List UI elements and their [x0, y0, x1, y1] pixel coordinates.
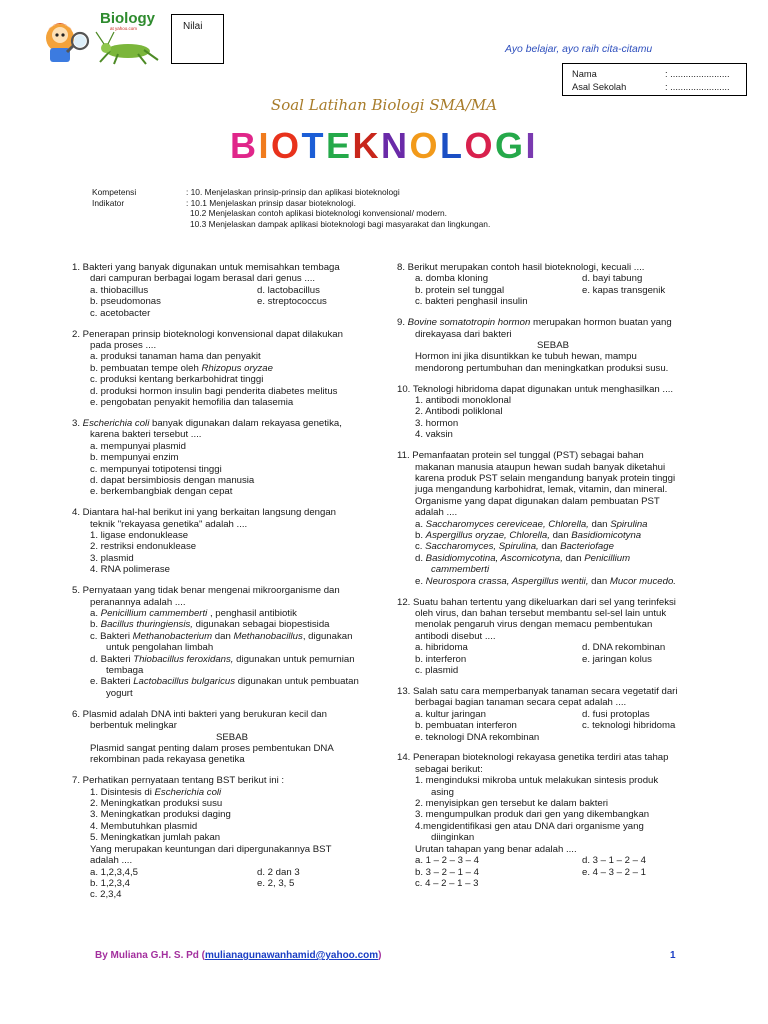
school-field[interactable]: : ....................... — [665, 81, 730, 92]
logo-subtext: at yahoo.com — [110, 26, 138, 31]
question-6: 6. Plasmid adalah DNA inti bakteri yang berukuran kecil dan berbentuk melingkar SEBAB Plasmid sangat penting dalam proses pembentukan DNA rekombinan pada rekayasa genetika — [72, 708, 334, 766]
competency-text: : 10. Menjelaskan prinsip-prinsip dan aplikasi bioteknologi — [186, 187, 400, 197]
question-7: 7. Perhatikan pernyataan tentang BST berikut ini : 1. Disintesis di Escherichia coli 2. Meningkatkan produksi susu 3. Meningkatkan produksi daging 4. Membutuhkan plasmid 5. Meningkatkan jumlah pakan Yang merupakan keuntungan dari dipergunakannya BST adalah .... a. 1,2,3,4,5 d. 2 dan 3 b. 1,2,3,4 e. 2, 3, 5 c. 2,3,4 — [72, 775, 332, 901]
footer-credit — [95, 950, 381, 961]
title-letter: T — [301, 125, 326, 166]
competency-label: Kompetensi — [92, 187, 137, 197]
page-title — [0, 124, 768, 168]
page-number: 1 — [670, 950, 676, 961]
identity-row-school — [572, 81, 746, 94]
question-11: 11. Pemanfaatan protein sel tunggal (PST) sebagai bahan makanan manusia ataupun hewan sudah banyak diketahui karena produk PST selain mengandung banyak protein tinggi juga mengandung karbohidrat, lemak, vitamin, dan mineral. Organisme yang dapat digunakan dalam pembuatan PST adalah .... a. Saccharomyces cereviceae, Chlorella, dan Spirulina b. Aspergillus oryzae, Chlorella, dan Basidiomicotyna c. Saccharomyces, Spirulina, dan Bacteriofage d. Basidiomycotina, Ascomicotyna, dan Penicillium cammemberti e. Neurospora crassa, Aspergillus wentii, dan Mucor mucedo. — [397, 450, 676, 587]
question-9: 9. Bovine somatotropin hormon merupakan hormon buatan yang direkayasa dari bakteri SEBAB Hormon ini jika disuntikkan ke tubuh hewan, mampu mendorong pertumbuhan dan meningkatkan produksi susu. — [397, 317, 672, 374]
indicator-label: Indikator — [92, 197, 125, 208]
title-letter: K — [352, 125, 381, 166]
title-letter: O — [464, 125, 496, 166]
question-12: 12. Suatu bahan tertentu yang dikeluarkan dari sel yang terinfeksi oleh virus, dan bahan tersebut membantu sel-sel lain untuk menolak pengaruh virus dengan memacu pembentukan antibodi disebut .... a. hibridoma d. DNA rekombinan b. interferon e. jaringan kolus c. plasmid — [397, 596, 676, 676]
footer-email-link[interactable]: mulianagunawanhamid@yahoo.com — [205, 950, 379, 961]
question-2: 2. Penerapan prinsip bioteknologi konvensional dapat dilakukan pada proses .... a. produksi tanaman hama dan penyakit b. pembuatan tempe oleh Rhizopus oryzae c. produksi kentang berkarbohidrat tinggi d. produksi hormon insulin bagi penderita diabetes melitus e. pengobatan penyakit hemofilia dan talasemia — [72, 328, 343, 408]
title-letter: G — [495, 125, 526, 166]
title-letter: O — [409, 125, 440, 166]
footer-paren: ) — [378, 950, 382, 961]
question-1: 1. Bakteri yang banyak digunakan untuk memisahkan tembaga dari campuran berbagai logam berasal dari genus .... a. thiobacillus d. lactobacillus b. pseudomonas e. streptococcus c. acetobacter — [72, 262, 340, 319]
score-label: Nilai — [183, 21, 203, 32]
title-letter: I — [258, 125, 271, 166]
competency-block — [92, 187, 490, 229]
footer-author: By Muliana G.H. S. Pd ( — [95, 950, 206, 961]
motto: Ayo belajar, ayo raih cita-citamu — [505, 44, 653, 55]
questions-right-column — [397, 262, 709, 899]
question-3: 3. Escherichia coli banyak digunakan dalam rekayasa genetika, karena bakteri tersebut .... a. mempunyai plasmid b. mempunyai enzim c. mempunyai totipotensi tinggi d. dapat bersimbiosis dengan manusia e. berkembangbiak dengan cepat — [72, 417, 342, 498]
score-box — [171, 14, 224, 64]
title-letter: B — [229, 125, 259, 166]
identity-box — [562, 63, 747, 96]
school-label: Asal Sekolah — [572, 81, 627, 92]
question-8: 8. Berikut merupakan contoh hasil bioteknologi, kecuali .... a. domba kloning d. bayi tabung b. protein sel tunggal e. kapas transgenik c. bakteri penghasil insulin — [397, 262, 666, 308]
indicator-line-1: : 10.1 Menjelaskan prinsip dasar bioteknologi. — [186, 197, 356, 208]
title-letter: L — [440, 125, 465, 166]
biology-logo — [40, 8, 166, 66]
name-label: Nama — [572, 69, 597, 79]
question-4: 4. Diantara hal-hal berikut ini yang berkaitan langsung dengan teknik "rekayasa genetika" adalah .... 1. ligase endonuklease 2. restriksi endonuklease 3. plasmid 4. RNA polimerase — [72, 507, 337, 576]
title-letter: E — [325, 125, 353, 166]
indicator-line-3: 10.3 Menjelaskan dampak aplikasi bioteknologi bagi masyarakat dan lingkungan. — [190, 218, 491, 229]
question-13: 13. Salah satu cara memperbanyak tanaman secara vegetatif dari berbagai bagian tanaman secara cepat adalah .... a. kultur jaringan d. fusi protoplas b. pembuatan interferon c. teknologi hibridoma e. teknologi DNA rekombinan — [397, 685, 678, 743]
identity-row-name — [572, 68, 746, 81]
question-5: 5. Pernyataan yang tidak benar mengenai mikroorganisme dan peranannya adalah .... a. Penicillium cammemberti , penghasil antibiotik b. Bacillus thuringiensis, digunakan sebagai biopestisida c. Bakteri Methanobacterium dan Methanobacillus, digunakan untuk pengolahan limbah d. Bakteri Thiobacillus feroxidans, digunakan untuk pemurnian tembaga e. Bakteri Lactobacillus bulgaricus digunakan untuk pembuatan yogurt — [72, 585, 359, 699]
logo-text: Biology — [100, 10, 155, 27]
indicator-line-2: 10.2 Menjelaskan contoh aplikasi bioteknologi konvensional/ modern. — [190, 208, 447, 218]
title-letter: I — [525, 125, 539, 166]
question-14: 14. Penerapan bioteknologi rekayasa genetika terdiri atas tahap sebagai berikut: 1. menginduksi mikroba untuk melakukan sintesis produk asing 2. menyisipkan gen tersebut ke dalam bakteri 3. mengumpulkan produk dari gen yang dikembangkan 4.mengidentifikasi gen atau DNA dari organisme yang diinginkan Urutan tahapan yang benar adalah .... a. 1 – 2 – 3 – 4 d. 3 – 1 – 2 – 4 b. 3 – 2 – 1 – 4 e. 4 – 3 – 2 – 1 c. 4 – 2 – 1 – 3 — [397, 752, 669, 889]
questions-left-column — [72, 262, 392, 910]
page-subtitle: Soal Latihan Biologi SMA/MA — [270, 96, 498, 114]
title-letter: N — [380, 125, 410, 166]
name-field[interactable]: : ....................... — [665, 69, 730, 79]
title-letter: O — [270, 125, 302, 166]
question-10: 10. Teknologi hibridoma dapat digunakan untuk menghasilkan .... 1. antibodi monoklonal 2. Antibodi poliklonal 3. hormon 4. vaksin — [397, 383, 674, 441]
